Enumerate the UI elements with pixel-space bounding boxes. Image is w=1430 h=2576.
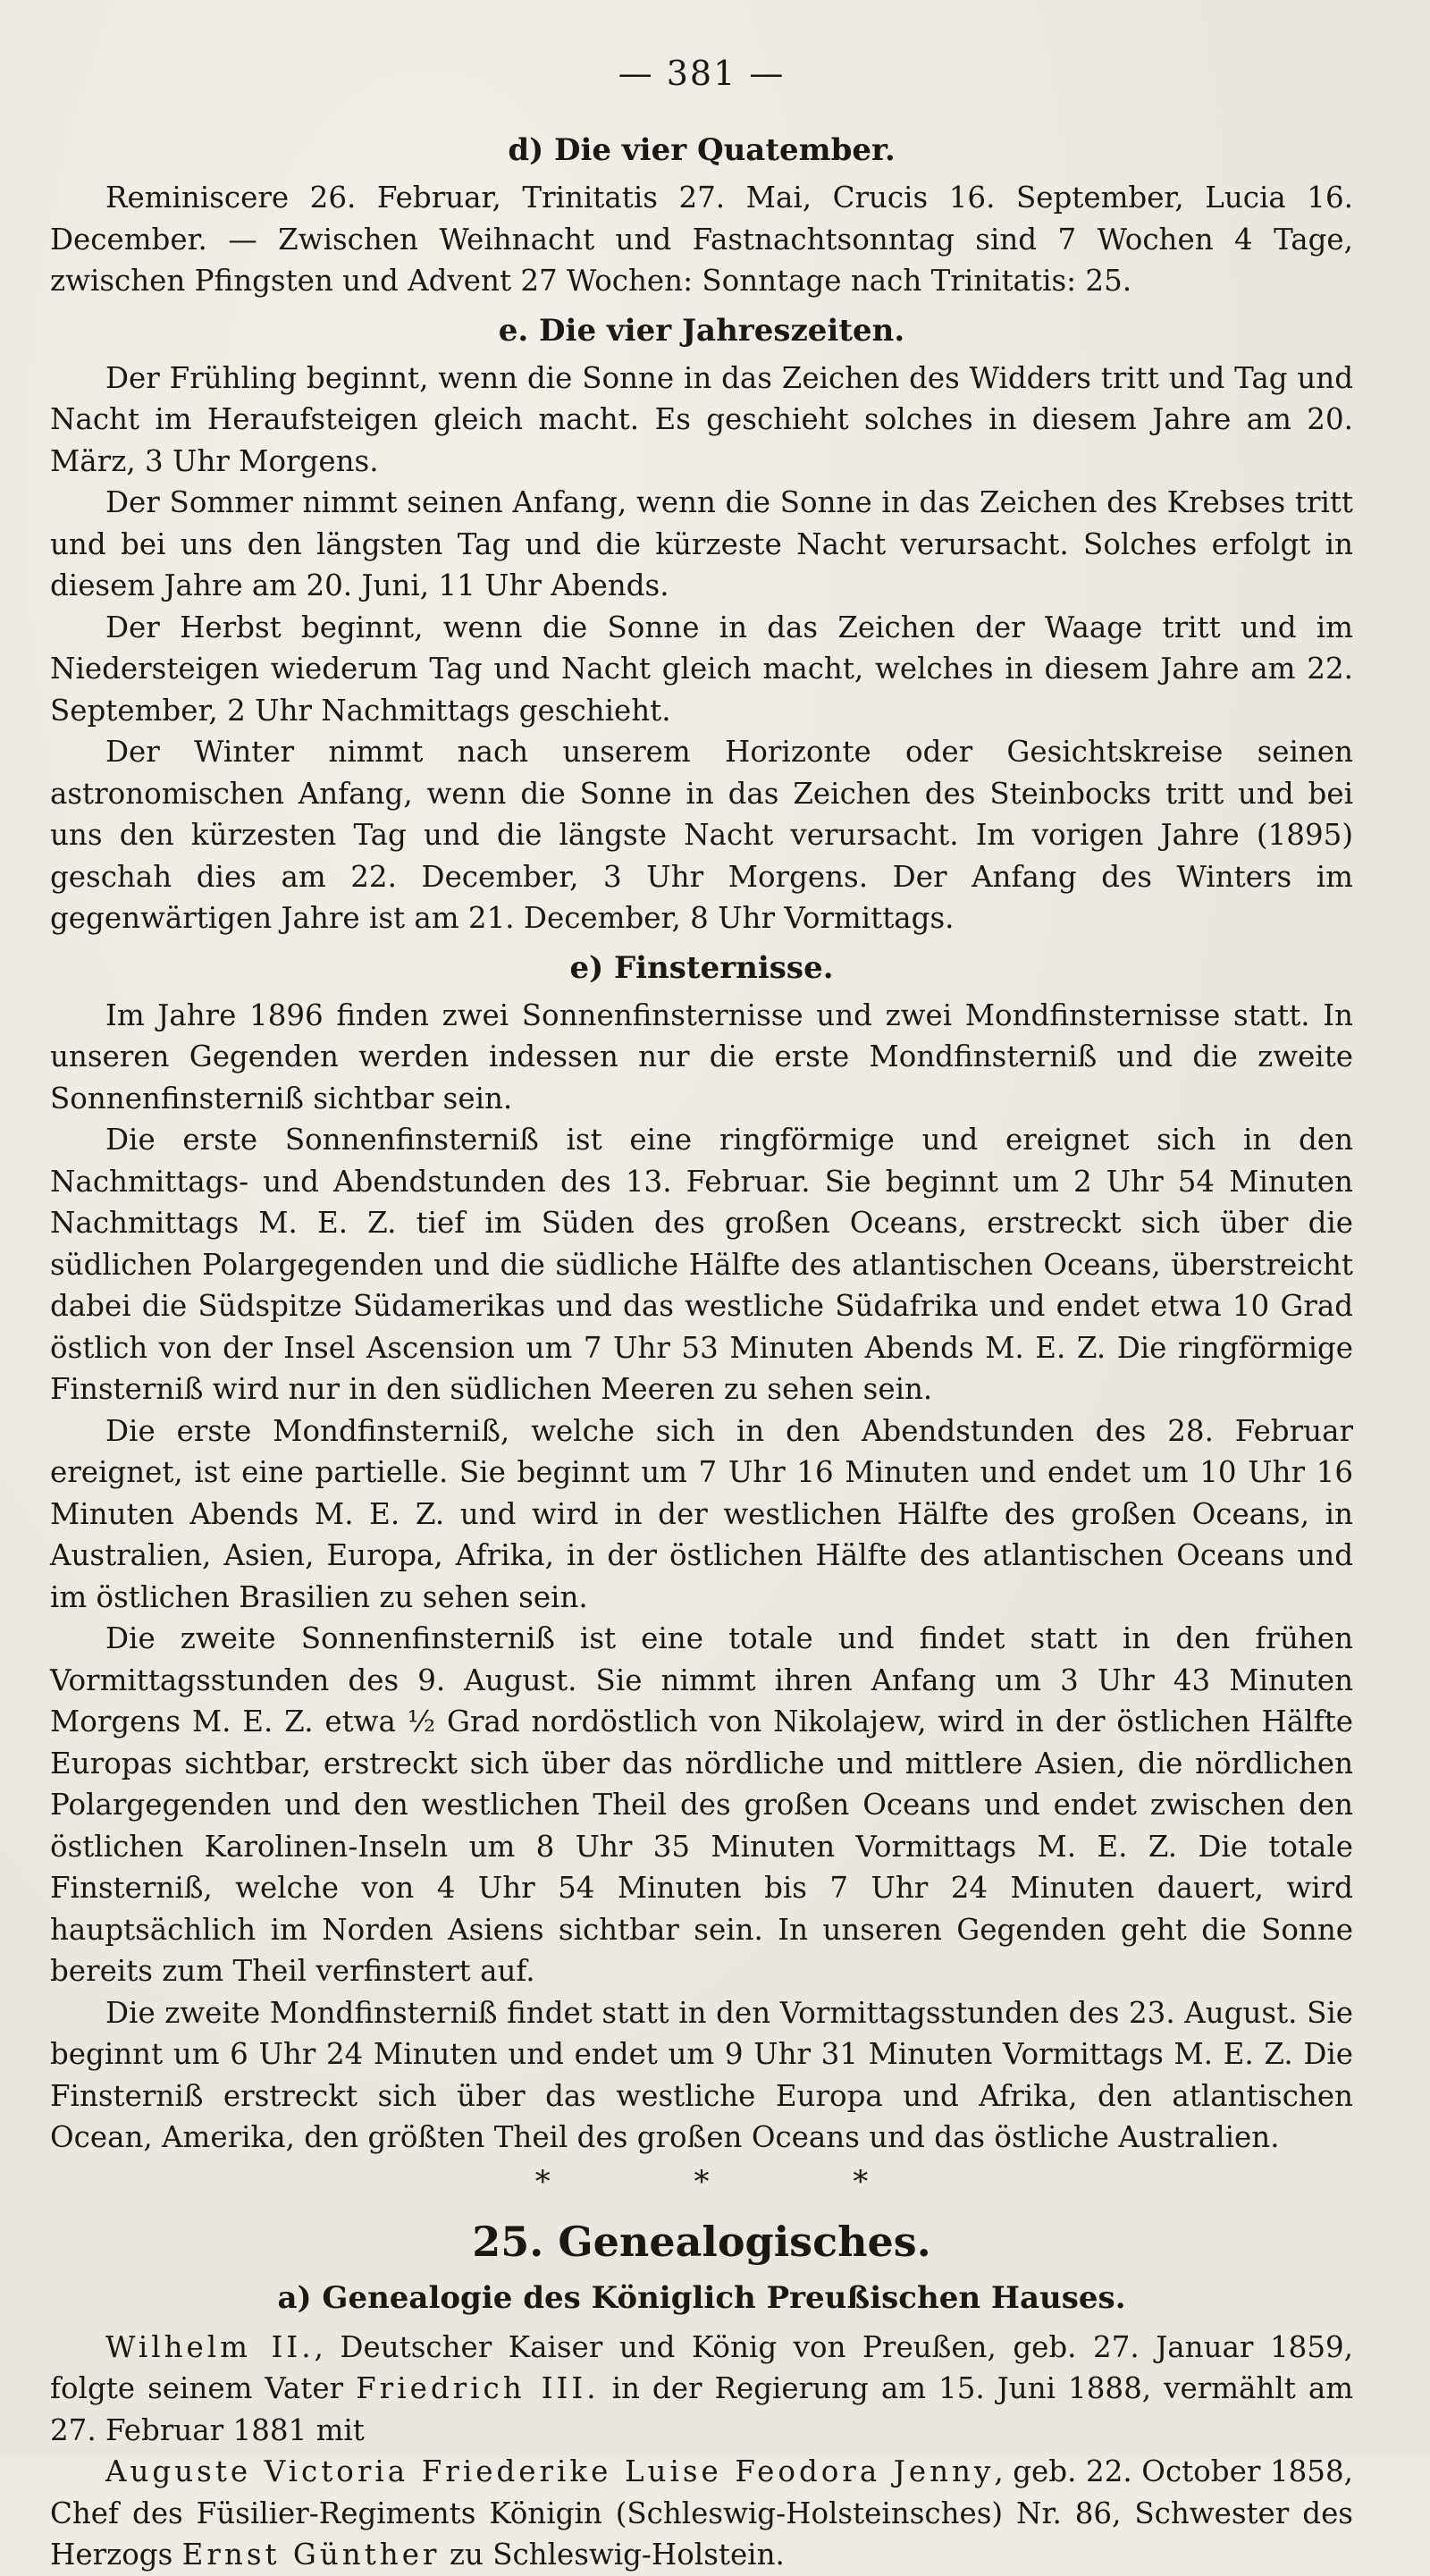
subheading-genealogie: a) Genealogie des Königlich Preußischen Hauses. bbox=[277, 2279, 1126, 2316]
paragraph: Im Jahre 1896 finden zwei Sonnenfinsternisse und zwei Mondfinsternisse statt. In unseren Gegenden werden indessen nur die erste Mondfinsterniß und die zweite Sonnenfinsterniß sichtbar sein. bbox=[50, 998, 1353, 1115]
name-wilhelm: Wilhelm II. bbox=[105, 2329, 315, 2364]
paragraph-fruehling: Der Frühling beginnt, wenn die Sonne in das Zeichen des Widders tritt und Tag und Nacht im Heraufsteigen gleich macht. Es geschieht solches in diesem Jahre am 20. März, 3 Uhr Morgens. bbox=[50, 360, 1353, 478]
paragraph-winter: Der Winter nimmt nach unserem Horizonte oder Gesichtskreise seinen astronomischen Anfang, wenn die Sonne in das Zeichen des Steinbocks tritt und bei uns den kürzesten Tag und die längste Nacht verursacht. Im vorigen Jahre (1895) geschah dies am 22. December, 3 Uhr Morgens. Der Anfang des Winters im gegenwärtigen Jahre ist am 21. December, 8 Uhr Vormittags. bbox=[50, 735, 1353, 935]
name-friedrich: Friedrich III. bbox=[356, 2371, 600, 2405]
paragraph: Die erste Sonnenfinsterniß ist eine ringförmige und ereignet sich in den Nachmittags- und Abendstunden des 13. Februar. Sie beginnt um 2 Uhr 54 Minuten Nachmittags M. E. Z. tief im Süden des großen Oceans, erstreckt sich über die südlichen Polargegenden und die südliche Hälfte des atlantischen Oceans, überstreicht dabei die Südspitze Südamerikas und das westliche Südafrika und endet etwa 10 Grad östlich von der Insel Ascension um 7 Uhr 53 Minuten Abends M. E. Z. Die ringförmige Finsterniß wird nur in den südlichen Meeren zu sehen sein. bbox=[50, 1123, 1353, 1406]
heading-jahreszeiten: e. Die vier Jahreszeiten. bbox=[498, 312, 905, 349]
section-finsternisse bbox=[50, 950, 1353, 2159]
paragraph-herbst: Der Herbst beginnt, wenn die Sonne in das Zeichen der Waage tritt und im Niedersteigen wiederum Tag und Nacht gleich macht, welches in diesem Jahre am 22. September, 2 Uhr Nachmittags geschieht. bbox=[50, 610, 1353, 728]
text-run: in der Regierung am 15. Juni 1888, vermählt am 27. Februar 1881 mit bbox=[50, 2371, 1354, 2447]
name-ernst-guenther: Ernst Günther bbox=[181, 2538, 441, 2572]
paragraph-wilhelm bbox=[50, 2327, 1353, 2452]
paragraph: Reminiscere 26. Februar, Trinitatis 27. Mai, Crucis 16. September, Lucia 16. December. — Zwischen Weihnacht und Fastnachtsonntag sind 7 Wochen 4 Tage, zwischen Pfingsten und Advent 27 Wochen: Sonntage nach Trinitatis: 25. bbox=[50, 181, 1353, 298]
text-run: , geb. 22. October 1858, Chef des Füsilier-Regiments Königin (Schleswig-Holsteinsches) Nr. 86, Schwester des Herzogs bbox=[50, 2454, 1353, 2572]
heading-finsternisse: e) Finsternisse. bbox=[569, 949, 834, 986]
page-number: — 381 — bbox=[618, 54, 786, 93]
paragraph-auguste bbox=[50, 2451, 1353, 2576]
section-separator: * * * bbox=[534, 2163, 869, 2200]
text-run: , Deutscher Kaiser und König von Preußen, geb. 27. Januar 1859, folgte seinem Vater bbox=[50, 2329, 1354, 2405]
section-jahreszeiten bbox=[50, 313, 1353, 939]
heading-quatember: d) Die vier Quatember. bbox=[508, 132, 896, 168]
section-genealogisches bbox=[50, 2218, 1353, 2576]
section-quatember bbox=[50, 132, 1353, 302]
name-auguste-victoria: Auguste Victoria Friederike Luise Feodora Jenny bbox=[105, 2454, 995, 2488]
text-run: zu Schleswig-Holstein. bbox=[440, 2538, 785, 2572]
chapter-heading: 25. Genealogisches. bbox=[472, 2217, 931, 2266]
paragraph: Die zweite Sonnenfinsterniß ist eine totale und findet statt in den frühen Vormittagsstunden des 9. August. Sie nimmt ihren Anfang um 3 Uhr 43 Minuten Morgens M. E. Z. etwa ½ Grad nordöstlich von Nikolajew, wird in der östlichen Hälfte Europas sichtbar, erstreckt sich über das nördliche und mittlere Asien, die nördlichen Polargegenden und den westlichen Theil des großen Oceans und endet zwischen den östlichen Karolinen-Inseln um 8 Uhr 35 Minuten Vormittags M. E. Z. Die totale Finsterniß, welche von 4 Uhr 54 Minuten bis 7 Uhr 24 Minuten dauert, wird hauptsächlich im Norden Asiens sichtbar sein. In unseren Gegenden geht die Sonne bereits zum Theil verfinstert auf. bbox=[50, 1621, 1353, 1988]
paragraph: Die erste Mondfinsterniß, welche sich in den Abendstunden des 28. Februar ereignet, ist eine partielle. Sie beginnt um 7 Uhr 16 Minuten und endet um 10 Uhr 16 Minuten Abends M. E. Z. und wird in der westlichen Hälfte des großen Oceans, in Australien, Asien, Europa, Afrika, in der östlichen Hälfte des atlantischen Oceans und im östlichen Brasilien zu sehen sein. bbox=[50, 1413, 1353, 1614]
paragraph-sommer: Der Sommer nimmt seinen Anfang, wenn die Sonne in das Zeichen des Krebses tritt und bei uns den längsten Tag und die kürzeste Nacht verursacht. Solches erfolgt in diesem Jahre am 20. Juni, 11 Uhr Abends. bbox=[50, 485, 1353, 602]
paragraph: Die zweite Mondfinsterniß findet statt in den Vormittagsstunden des 23. August. Sie beginnt um 6 Uhr 24 Minuten und endet um 9 Uhr 31 Minuten Vormittags M. E. Z. Die Finsterniß erstreckt sich über das westliche Europa und Afrika, den atlantischen Ocean, Amerika, den größten Theil des großen Oceans und das östliche Australien. bbox=[50, 1995, 1353, 2154]
